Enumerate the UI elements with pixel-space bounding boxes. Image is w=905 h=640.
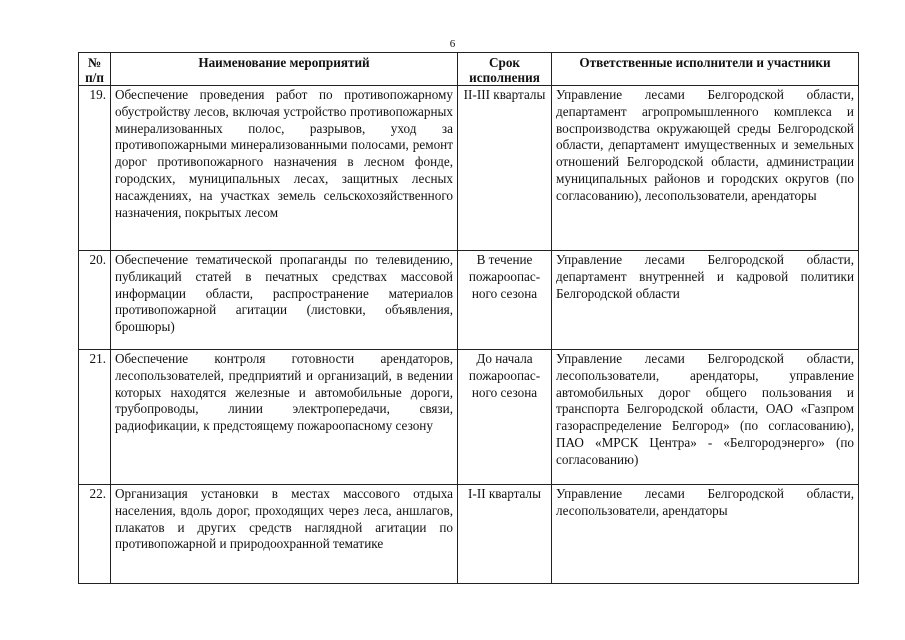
table-header <box>79 53 859 86</box>
measure-name: Обеспечение проведения работ по противопожарному обустройству лесов, включая устройство противопожарных минерализованных полос, разрывов, уход за противопожарными минерализованными полосами, ремонт дорог противопожарного назначения в лесном фонде, городских, муниципальных лесах, защитных лесных насаждениях, на участках земель сельскохозяйственного назначения, покрытых лесом <box>111 86 458 251</box>
measure-term: II-III кварталы <box>458 86 552 251</box>
header-row <box>79 53 859 86</box>
measure-term: I-II кварталы <box>458 485 552 584</box>
measure-responsible: Управление лесами Белгородской области, департамент внутренней и кадровой политики Белгородской области <box>552 251 859 350</box>
measure-responsible: Управление лесами Белгородской области, лесопользователи, арендаторы <box>552 485 859 584</box>
header-term: Срок исполнения <box>458 53 552 86</box>
table-row <box>79 350 859 485</box>
measure-term: До начала пожароопас-ного сезона <box>458 350 552 485</box>
row-number: 19. <box>79 86 111 251</box>
header-num: № п/п <box>79 53 111 86</box>
header-name: Наименование мероприятий <box>111 53 458 86</box>
measure-responsible: Управление лесами Белгородской области, департамент агропромышленного комплекса и воспроизводства окружающей среды Белгородской области, департамент имущественных и земельных отношений Белгородской области, администрации муниципальных районов и городских округов (по согласованию), лесопользователи, арендаторы <box>552 86 859 251</box>
measure-responsible: Управление лесами Белгородской области, лесопользователи, арендаторы, управление автомобильных дорог общего пользования и транспорта Белгородской области, ОАО «Газпром газораспределение Белгород» (по согласованию), ПАО «МРСК Центра» - «Белгородэнерго» (по согласованию) <box>552 350 859 485</box>
measure-name: Организация установки в местах массового отдыха населения, вдоль дорог, проходящих через леса, аншлагов, плакатов и других средств наглядной агитации по противопожарной и природоохранной тематике <box>111 485 458 584</box>
row-number: 22. <box>79 485 111 584</box>
row-number: 21. <box>79 350 111 485</box>
table-row <box>79 86 859 251</box>
measure-name: Обеспечение контроля готовности арендаторов, лесопользователей, предприятий и организаций, в ведении которых находятся железные и автомобильные дороги, трубопроводы, линии электропередачи, связи, радиофикации, к предстоящему пожароопасному сезону <box>111 350 458 485</box>
table-row <box>79 251 859 350</box>
measure-term: В течение пожароопас-ного сезона <box>458 251 552 350</box>
measures-table <box>78 52 859 584</box>
header-responsible: Ответственные исполнители и участники <box>552 53 859 86</box>
table-body <box>79 86 859 584</box>
measure-name: Обеспечение тематической пропаганды по телевидению, публикаций статей в печатных средствах массовой информации области, распространение материалов противопожарной агитации (листовки, объявления, брошюры) <box>111 251 458 350</box>
row-number: 20. <box>79 251 111 350</box>
table-row <box>79 485 859 584</box>
page-number: 6 <box>449 38 456 50</box>
